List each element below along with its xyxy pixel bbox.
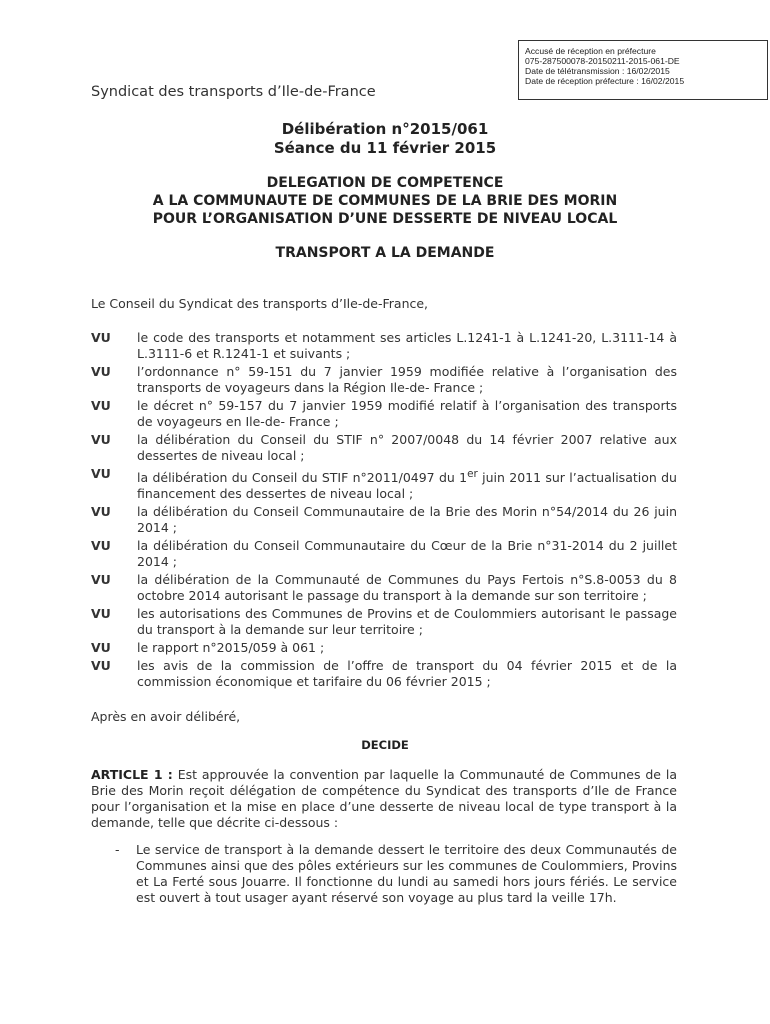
vu-label: VU xyxy=(91,398,111,413)
bullet-dash: - xyxy=(115,842,120,857)
vu-label: VU xyxy=(91,658,111,674)
vu-text-part: juin 2011 sur l’actualisation du financement des dessertes de niveau local ; xyxy=(137,470,677,502)
vu-item xyxy=(91,538,677,570)
vu-text: les avis de la commission de l’offre de transport du 04 février 2015 et de la commission économique et tarifaire du 06 février 2015 ; xyxy=(137,658,677,690)
article-1 xyxy=(91,767,677,831)
vu-label: VU xyxy=(91,538,111,554)
bullet-item xyxy=(115,842,677,906)
deliberation-number: Délibération n°2015/061 xyxy=(281,120,489,138)
vu-item xyxy=(91,432,677,464)
vu-label: VU xyxy=(91,466,111,481)
organization-name: Syndicat des transports d’Ile-de-France xyxy=(91,84,376,100)
vu-text: le rapport n°2015/059 à 061 ; xyxy=(137,640,325,656)
vu-text: les autorisations des Communes de Provins et de Coulommiers autorisant le passage du transport à la demande sur leur territoire ; xyxy=(137,606,677,638)
bullet-text: Le service de transport à la demande dessert le territoire des deux Communautés de Communes ainsi que des pôles extérieurs sur les communes de Coulommiers, Provins et La Ferté sous Jouarre. Il fonctionne du lundi au samedi hors jours fériés. Le service est ouvert à tout usager ayant réservé son voyage au plus tard la veille 17h. xyxy=(136,842,677,905)
article-text: Est approuvée la convention par laquelle la Communauté de Communes de la Brie des Morin reçoit délégation de compétence du Syndicat des transports d’Ile de France pour l’organisation et la mise en place d’une desserte de niveau local de type transport à la demande, telle que décrite ci-dessous : xyxy=(91,767,677,830)
title-line: DELEGATION DE COMPETENCE xyxy=(266,175,504,191)
vu-text: la délibération du Conseil du STIF n° 2007/0048 du 14 février 2007 relative aux dessertes de niveau local ; xyxy=(137,432,677,463)
vu-item xyxy=(91,504,677,536)
title-line: A LA COMMUNAUTE DE COMMUNES DE LA BRIE DES MORIN xyxy=(152,193,618,209)
ordinal-superscript: er xyxy=(467,468,478,480)
vu-text: le code des transports et notamment ses articles L.1241-1 à L.1241-20, L.3111-14 à L.3111-6 et R.1241-1 et suivants ; xyxy=(137,330,677,361)
vu-label: VU xyxy=(91,364,111,379)
vu-list xyxy=(91,330,677,692)
stamp-line: 075-287500078-20150211-2015-061-DE xyxy=(525,56,680,66)
vu-text: la délibération de la Communauté de Communes du Pays Fertois n°S.8-0053 du 8 octobre 2014 autorisant le passage du transport à la demande sur son territoire ; xyxy=(137,572,677,604)
vu-item xyxy=(91,398,677,430)
vu-text: la délibération du Conseil Communautaire de la Brie des Morin n°54/2014 du 26 juin 2014 ; xyxy=(137,504,677,536)
intro-paragraph: Le Conseil du Syndicat des transports d’Ile-de-France, xyxy=(91,296,429,311)
vu-item xyxy=(91,640,677,656)
vu-item xyxy=(91,330,677,362)
deliberation-heading xyxy=(0,120,770,158)
vu-label: VU xyxy=(91,640,111,656)
vu-text: le décret n° 59-157 du 7 janvier 1959 modifié relatif à l’organisation des transports de voyageurs en Ile-de- France ; xyxy=(137,398,677,429)
deliberation-statement: Après en avoir délibéré, xyxy=(91,709,241,724)
title-line: POUR L’ORGANISATION D’UNE DESSERTE DE NIVEAU LOCAL xyxy=(152,211,618,227)
article-label: ARTICLE 1 : xyxy=(91,767,173,782)
vu-text xyxy=(137,466,677,502)
session-date: Séance du 11 février 2015 xyxy=(273,139,497,157)
vu-label: VU xyxy=(91,504,111,520)
vu-text: l’ordonnance n° 59-151 du 7 janvier 1959 modifiée relative à l’organisation des transports de voyageurs dans la Région Ile-de- France ; xyxy=(137,364,677,395)
stamp-line: Date de réception préfecture : 16/02/2015 xyxy=(525,76,685,86)
document-title xyxy=(0,174,770,228)
vu-label: VU xyxy=(91,330,111,345)
vu-text-part: la délibération du Conseil du STIF n°2011/0497 du 1 xyxy=(137,470,468,486)
stamp-line: Accusé de réception en préfecture xyxy=(525,46,656,56)
vu-label: VU xyxy=(91,606,111,622)
vu-text: la délibération du Conseil Communautaire du Cœur de la Brie n°31-2014 du 2 juillet 2014 ; xyxy=(137,538,677,570)
stamp-line: Date de télétransmission : 16/02/2015 xyxy=(525,66,670,76)
vu-item xyxy=(91,606,677,638)
vu-item xyxy=(91,572,677,604)
vu-item xyxy=(91,466,677,502)
vu-label: VU xyxy=(91,572,111,588)
vu-item xyxy=(91,658,677,690)
reception-stamp xyxy=(518,40,768,100)
vu-label: VU xyxy=(91,432,111,447)
document-subtitle: TRANSPORT A LA DEMANDE xyxy=(275,245,495,261)
decide-heading: DECIDE xyxy=(361,738,409,752)
vu-item xyxy=(91,364,677,396)
